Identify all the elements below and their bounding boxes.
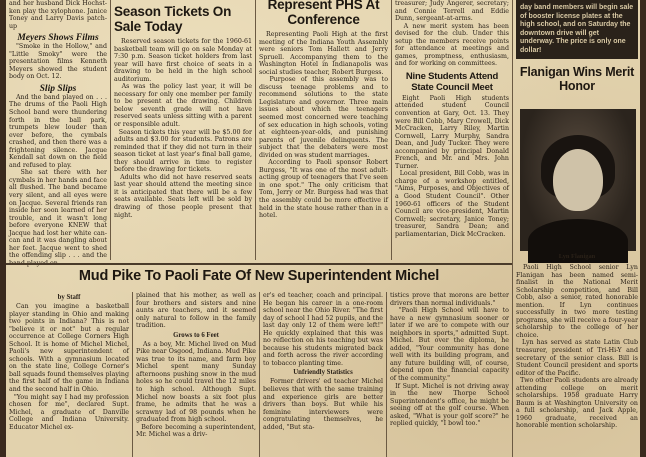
- michel-headline-box: [8, 267, 510, 289]
- represent-phs-article: Representing Paoli High at the first meeting of the Indiana Youth Assembly were seniors Tom Hallett and Jerry Spruell. Accompanying them to the Washington Hotel in Indianapolis was social studies teacher, Robert Burgess. Purpose of this assembly was to discuss teenage problems and to recommend solutions to the state Legislature and governor. Three main issues about which the teenagers seemed most concerned were teaching of sex education in high schools, voting at eighteen-year-olds, and punishing parents of juvenile delinquents. The subject that the debaters were most divided on was student marriages. According to Paoli sponsor Robert Burgess, "It was one of the most adult-acting group of teenagers that I've seen in one spot." The only criticism that Tom, Jerry or Mr. Burgess had was that the assembly could be more effective if held in the state house rather than in a hotel.: [259, 31, 388, 220]
- slip-article: And the band played on . . . The drums of the Paoli High School band were thundering forth in the ball park, trumpets blew louder than ever before, the cymbals crashed, and then there was a frightening silence. Jacque Kendall sat down on the field and refused to play. She sat there with her cymbals in her hands and face all flushed. The band became very silent, and all eyes were on Jacque. Several friends ran inside her soon learned of her trouble, and it wasn't long before everyone KNEW that Jacque had lost her white can-can and it was dangling about her feet. Jacque went to shed the offending slip . . . and the: [9, 93, 107, 260]
- column-divider: [255, 0, 256, 260]
- column-1: [9, 0, 110, 260]
- column-divider: [512, 0, 513, 457]
- represent-phs-headline: Represent PHS At Conference: [267, 0, 380, 27]
- michel-article-part-4: er's ed teacher, coach and principal. He began his career in a one-room school near the Ohio River. "The first day of school I had 52 pupils, and the last day only 12 of them were left!" He quickly explained that this was no reflection on his teaching but was because his students migrated back and forth across the river according to tobacco planting time.: [263, 292, 386, 367]
- column-divider: [132, 292, 133, 457]
- state-council-headline: Nine Students Attend State Council Meet: [405, 70, 499, 93]
- michel-article-part-6: tistics prove that morons are better drivers than normal individuals." "Paoli High School will have to have a new gymnasium sooner or later if we are to compete with our neighbors in sports," admitted Supt. Michel. But over the diploma, he added, "Your community has done well with its building program, and any future building will, of course, depend upon the financial capacity of the community." If Supt. Michel is not driving away in the new Thorpe School Superintendent's office, he might be seeing off at the golf course. When asked, "What is your golf score?" he replied quickly, "I bowl too.": [390, 292, 509, 428]
- statistics-subhead: Unfriendly Statistics: [293, 369, 353, 377]
- booster-plates-notice: day band members will begin sale of booster license plates at the high school, and on Saturday the downtown drive will get underway. The price is only one dollar!: [516, 0, 638, 59]
- column-divider: [391, 0, 392, 260]
- lyn-flanigan-photo: [520, 109, 636, 251]
- club-officers-text: treasurer; Judy Angerer, secretary; and Connie Terrell and Eddie Dunn, sergeant-at-arms. A new merit system has been devised for the club. Under this setup the members receive points for attendance at meetings and games, promptness, enthusiasm, and for working on committees.: [395, 0, 509, 68]
- michel-article-part-3: As a boy, Mr. Michel lived on Mud Pike near Osgood, Indiana. Mud Pike was true to its name, and farm boy Michel spent many Sunday afternoons pushing snow in the mud holes so he could travel the 12 miles to high school. Although Supt. Michel now boasts a six foot plus frame, he admits that he was a scrawny lad of 98 pounds when he graduated from high school. Before becoming a superintendent, Mr. Michel was a driv-: [136, 340, 256, 439]
- state-council-article: Eight Paoli High students attended student Council convention at Gary, Oct. 13. They were Bill Cobb, Mary Crowell, Dick McCracken, Larry Riley, Martin Cornwell, Larry Murphy, Sandra Dean, and Judy Tucker. They were accompanied by principal Donald French, and Mr. and Mrs. John Turner. Local president, Bill Cobb, was in charge of a workshop entitled, "Aims, Purposes, and Objectives of a Good Student Council". Other 1960-61 officers of the Student Council are vice-president, Martin Cornwell; secretary, Janice Toney; treasurer, Sandra Dean; and parliamentarian, Dick McCracken.: [395, 94, 509, 238]
- flanigan-article-box: [516, 264, 638, 457]
- column-3: [259, 0, 388, 260]
- column-divider: [110, 0, 111, 260]
- lower-column-3: [263, 292, 386, 457]
- season-tickets-article: Reserved season tickets for the 1960-61 basketball team will go on sale Monday at 7:30 p.m. Season ticket holders from last year will have first choice of seats in a drawing to be held in the high school auditorium. As was the policy last year, it will be necessary for only one member per family to be present at the drawing. Children below seventh grade will not have reserved seats unless sitting with a parent or responsible adult. Season tickets this year will be $5.00 for adults and $3.00 for students. Patrons are reminded that if they did not turn in their season ticket at last year's final ball game, they should arrive in time to register before the drawing for tickets. Adults who did not have reserved seats last year should attend the meeting since it is anticipated that there will be a few seats available. Seats left will be sold by drawing of those people present that night.: [114, 38, 252, 219]
- newspaper-page: [6, 0, 640, 457]
- lower-column-1: [9, 292, 129, 457]
- grows-subhead: Grows to 6 Feet: [173, 331, 219, 339]
- section-divider: [6, 263, 512, 265]
- lower-column-4: [390, 292, 509, 457]
- photo-face: [553, 149, 603, 211]
- slip-headline: Slip Slips: [39, 83, 77, 94]
- column-4: [395, 0, 509, 260]
- michel-article-part-2: plained that his mother, as well as four brothers and sisters and nine aunts are teachers, and it seemed only natural to follow in the family tradition.: [136, 292, 259, 330]
- column-2: [114, 0, 252, 260]
- flanigan-article: Paoli High School senior Lyn Flanigan has been named semi-finalist in the National Merit Scholarship competition, and Bill Cobb, also a senior, rated honorable mention. If Lyn continues successfully in two more testing programs, she will receive a four-year scholarship to the college of her choice. Lyn has served as state Latin Club treasurer, president of Tri-Hi-Y and secretary of the senior class. Bill is Student Council president and sports editor of the Pacific. Two other Paoli students are already attending college on merit scholarships. 1958 graduate Harry Baum is at Washington University on a full scholarship, and Jack Apple, 1960 graduate, received an honorable mention scholarship.: [516, 264, 638, 430]
- season-tickets-headline: Season Tickets On Sale Today: [114, 4, 232, 34]
- michel-article-part-1: Can you imagine a basketball player standing in Ohio and making two points in Indiana? This is not "believe it or not" but a regular occurrence at College Corners High School. It is home of Michel Michel, Paoli's new superintendent of schools. With a gymnasium located on the state line, College Corner's ball squads found themselves playing the first half of the game in Indiana and the second half in Ohio. "You might say I had my profession chosen for me", declared Supt. Michel, a graduate of Danville College and Indiana University. Educator Michel ex-: [9, 303, 129, 431]
- michel-article-part-5: Former drivers' ed teacher Michel believes that with the same training and experience girls are better drivers than boys. But while his feminine interviewers were congratulating themselves, he added, "But sta-: [263, 378, 386, 431]
- lower-column-2: [136, 292, 259, 457]
- flanigan-headline: Flanigan Wins Merit Honor: [519, 65, 635, 93]
- meyers-headline: Meyers Shows Films: [17, 33, 99, 44]
- column-divider: [259, 292, 260, 457]
- intro-text: and her husband Dick Hochst-ken play the xylophone. Janice Toney and Larry Davis patch-up: [9, 0, 110, 30]
- meyers-article: "Smoke in the Hollow," and "Little Smoky" were the presentation films Kenneth Meyers showed the student body on Oct. 12.: [9, 43, 110, 81]
- michel-headline: Mud Pike To Paoli Fate Of New Superintendent Michel: [78, 268, 440, 284]
- column-divider: [386, 292, 387, 457]
- byline: by Staff: [57, 294, 81, 301]
- photo-caption: Lyn Flanigan: [558, 253, 596, 260]
